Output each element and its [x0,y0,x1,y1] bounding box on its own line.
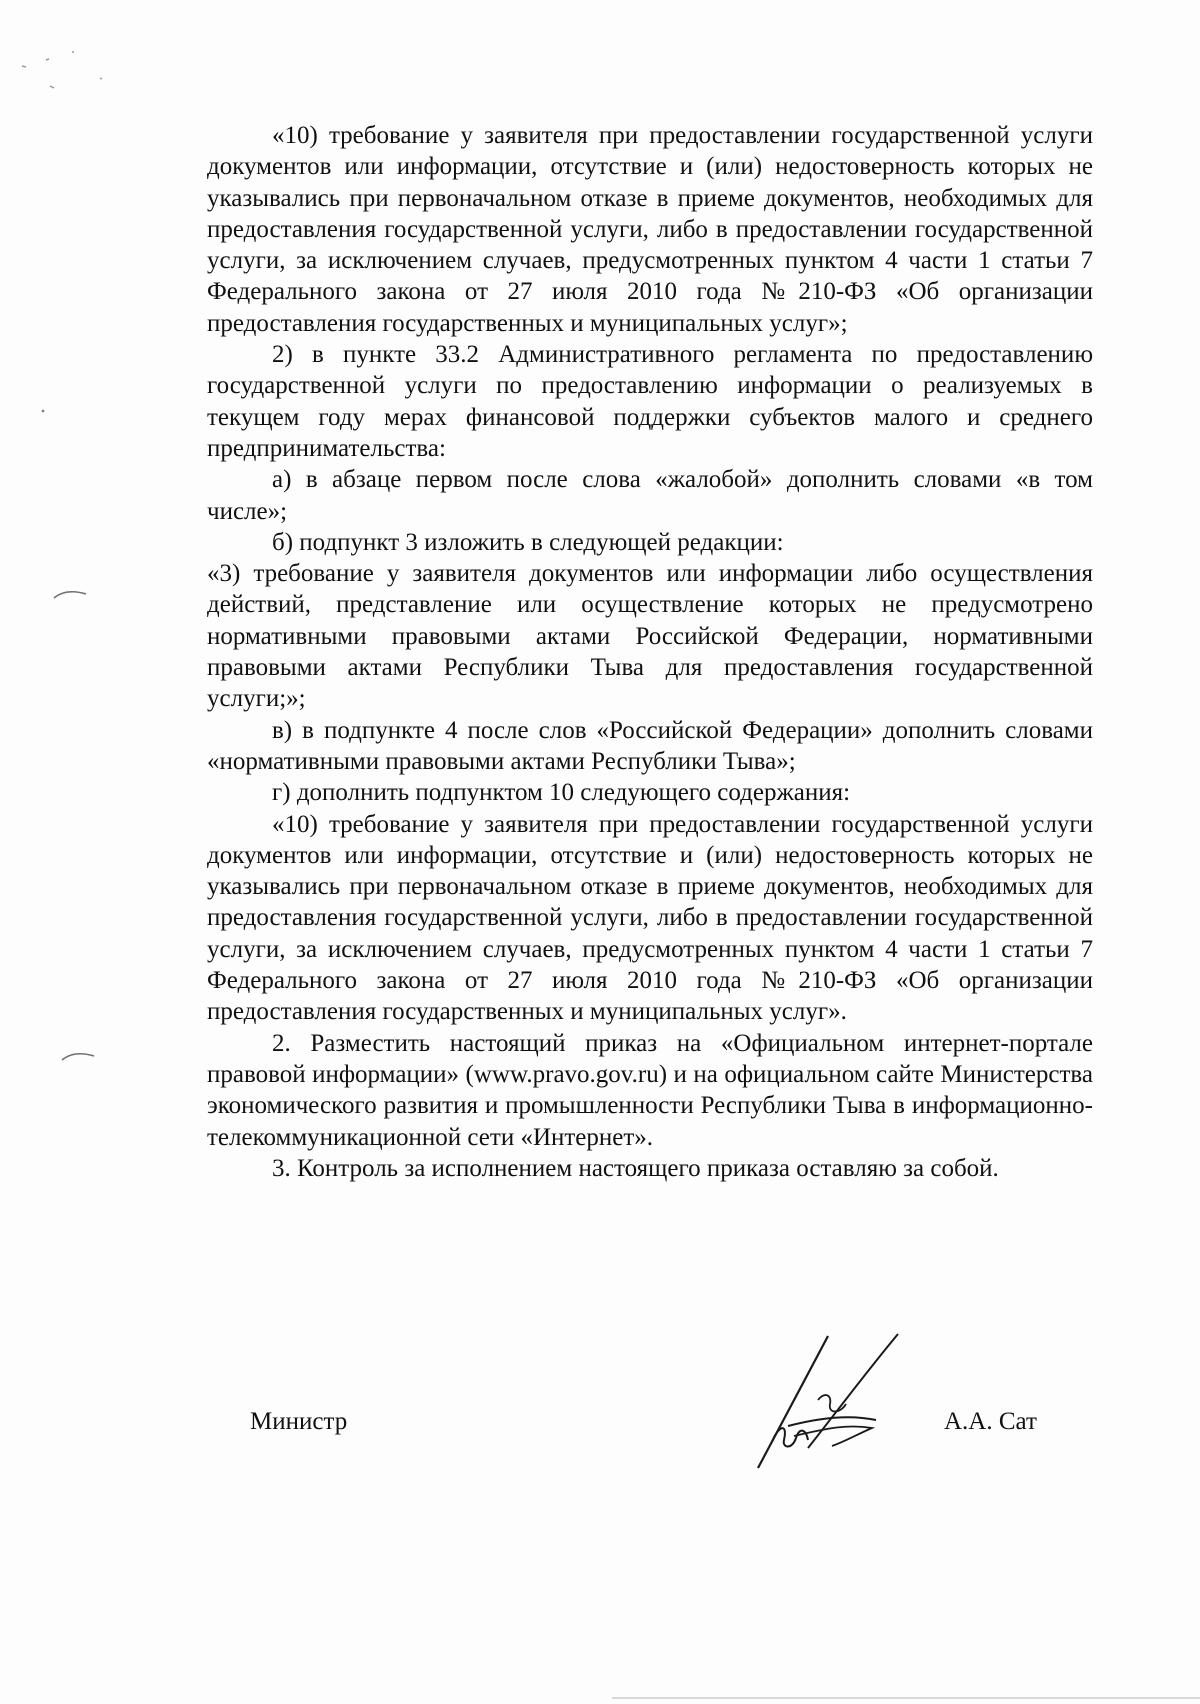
paragraph-3: а) в абзаце первом после слова «жалобой» дополнить словами «в том числе»; [207,466,1093,525]
paragraph-8: «10) требование у заявителя при предоставлении государственной услуги документов или информации, отсутствие и (или) недостоверность которых не указывались при первоначальном отказе в приеме документов, необходимых для предоставления государственной услуги, либо в предоставлении государственной услуги, за исключением случаев, предусмотренных пунктом 4 части 1 статьи 7 Федерального закона от 27 июля 2010 года №210-ФЗ «Об организации предоставления государственных и муниципальных услуг». [207,810,1093,1026]
page-bottom-edge [612,1697,1200,1699]
signature-block [250,1408,1130,1448]
paragraph-4: б) подпункт 3 изложить в следующей редакции: [272,528,784,556]
paragraph-2: 2) в пункте 33.2 Административного регламента по предоставлению государственной услуги по предоставлению информации о реализуемых в текущем году мерах финансовой поддержки субъектов малого и среднего предпринимательства: [207,341,1093,462]
paragraph-7: г) дополнить подпунктом 10 следующего содержания: [272,779,851,807]
scan-mark-left-1 [52,586,92,602]
paragraph-6: в) в подпункте 4 после слов «Российской Федерации» дополнить словами «нормативными правовыми актами Республики Тыва»; [207,716,1093,775]
handwritten-signature-icon [748,1330,908,1470]
signatory-role: Министр [250,1408,348,1435]
paragraph-9: 2. Разместить настоящий приказ на «Официальном интернет-портале правовой информации» (www.pravo.gov.ru) и на официальном сайте Министерства экономического развития и промышленности Республики Тыва в информационно-телекоммуникационной сети «Интернет». [207,1029,1093,1151]
scan-dot-left [40,408,46,414]
scan-mark-left-2 [60,1048,100,1064]
paragraph-1: «10) требование у заявителя при предоставлении государственной услуги документов или информации, отсутствие и (или) недостоверность которых не указывались при первоначальном отказе в приеме документов, необходимых для предоставления государственной услуги, либо в предоставлении государственной услуги, за исключением случаев, предусмотренных пунктом 4 части 1 статьи 7 Федерального закона от 27 июля 2010 года №210-ФЗ «Об организации предоставления государственных и муниципальных услуг»; [207,122,1093,337]
document-body [207,120,1093,1184]
paragraph-10: 3. Контроль за исполнением настоящего приказа оставляю за собой. [272,1154,999,1182]
scan-speck-top-left [10,38,120,98]
signatory-name: А.А. Сат [944,1408,1037,1435]
paragraph-5: «3) требование у заявителя документов или информации либо осуществления действий, представление или осуществление которых не предусмотрено нормативными правовыми актами Российской Федерации, нормативными правовыми актами Республики Тыва для предоставления государственной услуги;»; [207,560,1093,713]
